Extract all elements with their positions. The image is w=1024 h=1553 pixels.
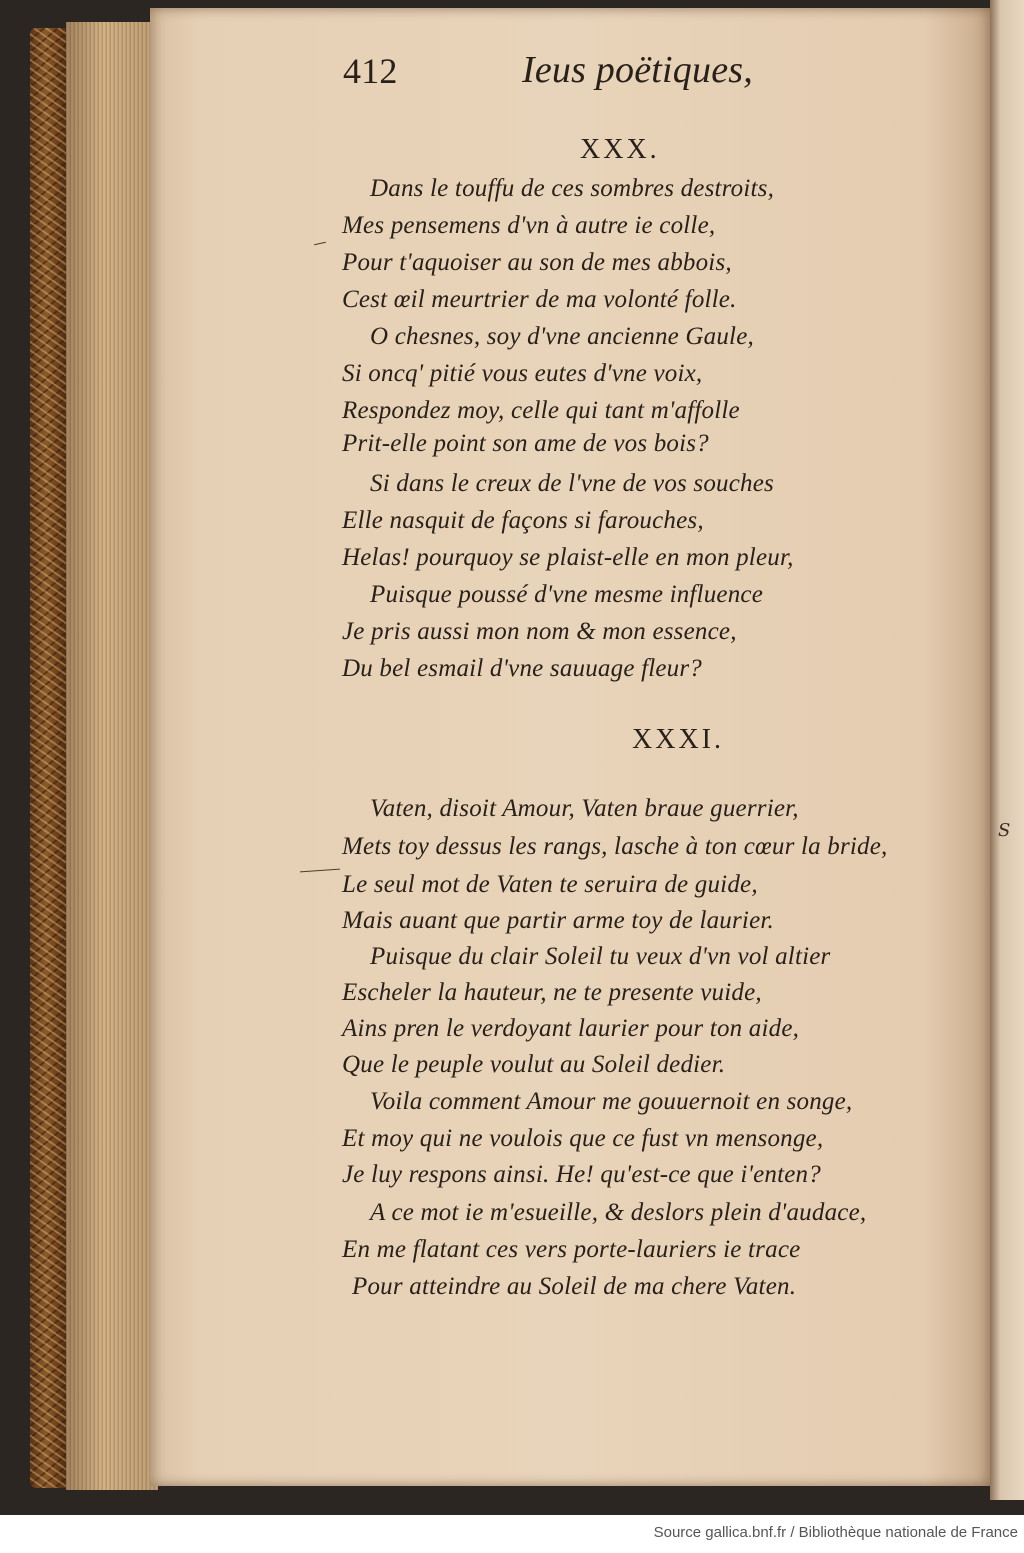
book-fore-edge <box>30 28 70 1488</box>
poem-line: Pour atteindre au Soleil de ma chere Vaten. <box>352 1273 797 1300</box>
poem-line: Pour t'aquoiser au son de mes abbois, <box>342 249 732 276</box>
poem-line: Voila comment Amour me gouuernoit en songe, <box>370 1088 853 1115</box>
poem-line: Escheler la hauteur, ne te presente vuide, <box>342 979 762 1006</box>
section-heading: XXXI. <box>632 724 724 755</box>
poem-line: Mais auant que partir arme toy de laurier. <box>342 907 774 934</box>
poem-line: O chesnes, soy d'vne ancienne Gaule, <box>370 323 754 350</box>
poem-line: Je luy respons ainsi. He! qu'est-ce que i'enten? <box>342 1161 821 1188</box>
facing-page-fragment: S <box>998 820 1011 841</box>
poem-line: Prit-elle point son ame de vos bois? <box>342 430 709 457</box>
margin-mark <box>314 242 326 245</box>
poem-line: A ce mot ie m'esueille, & deslors plein d'audace, <box>370 1199 867 1226</box>
poem-line: Mes pensemens d'vn à autre ie colle, <box>342 212 716 239</box>
poem-line: Puisque du clair Soleil tu veux d'vn vol altier <box>370 943 831 970</box>
page-number: 412 <box>343 51 398 91</box>
poem-line: Elle nasquit de façons si farouches, <box>342 507 704 534</box>
poem-line: Mets toy dessus les rangs, lasche à ton cœur la bride, <box>342 833 888 860</box>
poem-line: Et moy qui ne voulois que ce fust vn mensonge, <box>342 1125 824 1152</box>
running-head-title: Ieus poëtiques, <box>522 49 753 91</box>
poem-line: Cest œil meurtrier de ma volonté folle. <box>342 286 737 313</box>
poem-line: Vaten, disoit Amour, Vaten braue guerrier, <box>370 795 799 822</box>
poem-line: Si dans le creux de l'vne de vos souches <box>370 470 774 497</box>
poem-line: Dans le touffu de ces sombres destroits, <box>370 175 775 202</box>
footer-bar <box>0 1515 1024 1553</box>
section-heading: XXX. <box>580 134 660 165</box>
poem-line: Puisque poussé d'vne mesme influence <box>370 581 763 608</box>
poem-line: Le seul mot de Vaten te seruira de guide, <box>342 871 758 898</box>
poem-line: Je pris aussi mon nom & mon essence, <box>342 618 737 645</box>
poem-line: Helas! pourquoy se plaist-elle en mon pleur, <box>342 544 794 571</box>
poem-line: En me flatant ces vers porte-lauriers ie trace <box>342 1236 801 1263</box>
facing-page-edge <box>990 0 1024 1500</box>
poem-line: Respondez moy, celle qui tant m'affolle <box>342 397 740 424</box>
source-credit: Source gallica.bnf.fr / Bibliothèque nationale de France <box>653 1524 1018 1541</box>
margin-mark <box>300 869 340 873</box>
poem-line: Si oncq' pitié vous eutes d'vne voix, <box>342 360 703 387</box>
poem-line: Du bel esmail d'vne sauuage fleur? <box>342 655 702 682</box>
poem-line: Ains pren le verdoyant laurier pour ton aide, <box>342 1015 800 1042</box>
page-stack-edge <box>66 22 158 1490</box>
poem-line: Que le peuple voulut au Soleil dedier. <box>342 1051 726 1078</box>
